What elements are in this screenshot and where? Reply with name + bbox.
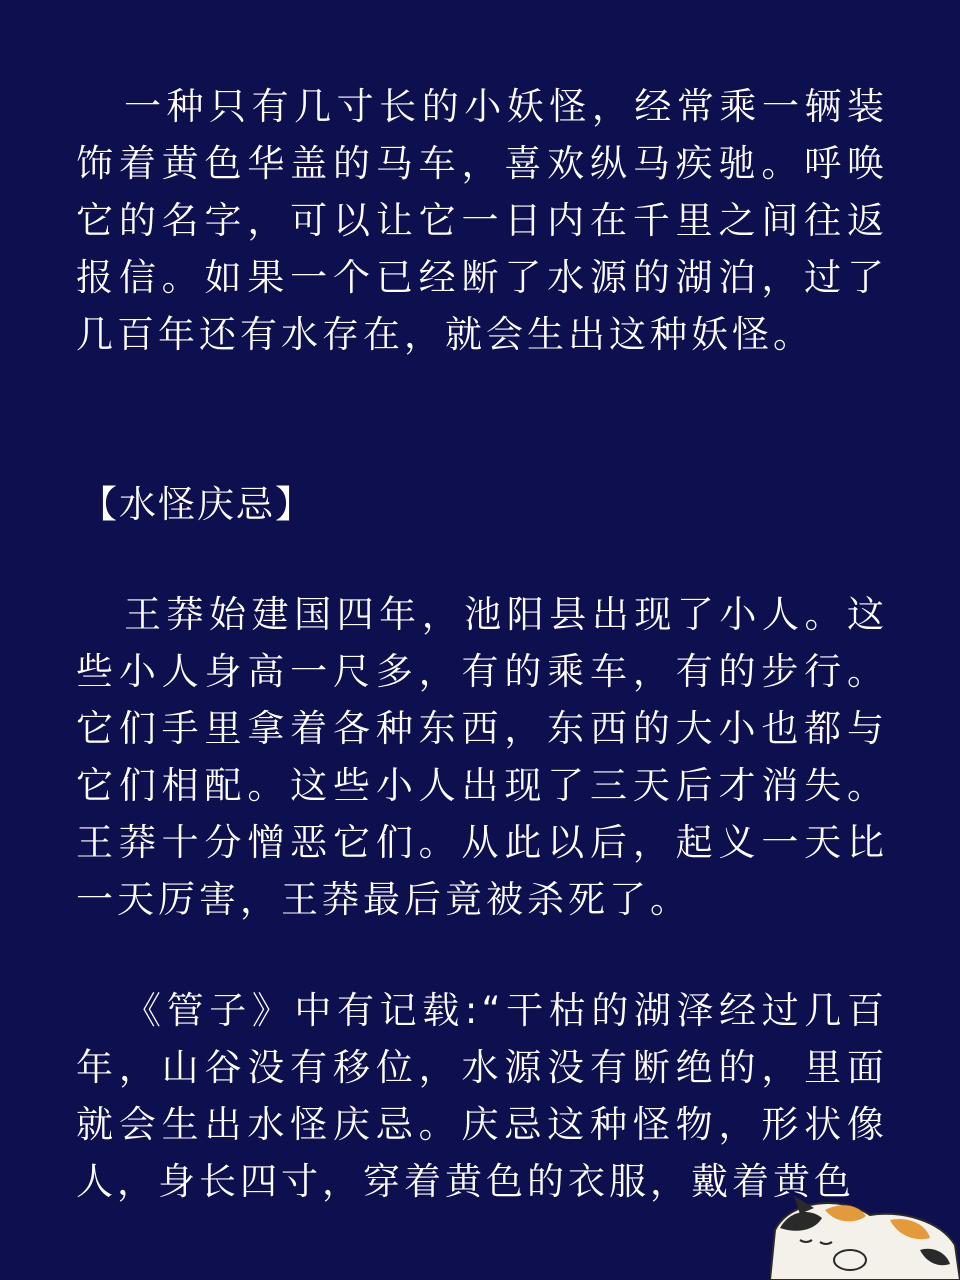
paragraph-wangmang: 王莽始建国四年，池阳县出现了小人。这些小人身高一尺多，有的乘车，有的步行。它们手里拿着各种东西，东西的大小也都与它们相配。这些小人出现了三天后才消失。王莽十分憎恶它们。从此以后，起义一天比一天厉害，王莽最后竟被杀死了。 [76, 593, 888, 921]
section-heading: 【水怪庆忌】 [80, 483, 314, 526]
paragraph-guanzi: 《管子》中有记载:“干枯的湖泽经过几百年，山谷没有移位，水源没有断绝的，里面就会生出水怪庆忌。庆忌这种怪物，形状像人，身长四寸，穿着黄色的衣服，戴着黄色 [76, 989, 888, 1203]
paragraph-intro: 一种只有几寸长的小妖怪，经常乘一辆装饰着黄色华盖的马车，喜欢纵马疾驰。呼唤它的名字，可以让它一日内在千里之间往返报信。如果一个已经断了水源的湖泊，过了几百年还有水存在，就会生出这种妖怪。 [76, 85, 888, 356]
calico-cat-sticker-icon [770, 1190, 960, 1280]
